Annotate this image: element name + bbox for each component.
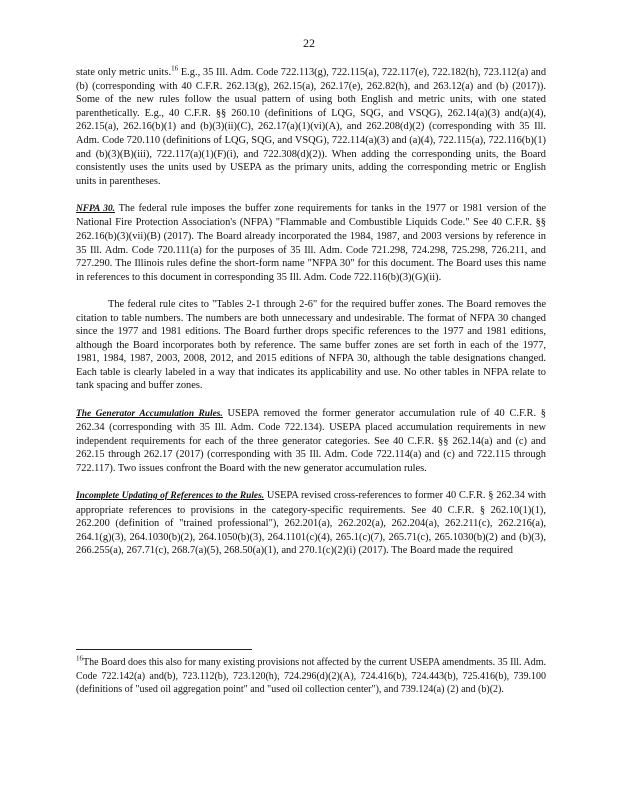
paragraph-generator-accumulation [76,407,546,476]
footnote-divider [76,649,252,650]
footnote-text: The Board does this also for many existing provisions not affected by the current USEPA amendments. 35 Ill. Adm. Code 722.142(a) and(b), 723.112(b), 723.120(h), 724.296(d)(2)(A), 724.416(b), 724.443(b), 725.416(b), 739.100 (definitions of "used oil aggregation point" and "used oil collection center"), and 739.124(a) (2) and (b)(2). [76,657,546,695]
paragraph-text-continued: E.g., 35 Ill. Adm. Code 722.113(g), 722.115(a), 722.117(e), 722.182(h), 723.112(a) and (b) (corresponding with 40 C.F.R. 262.13(g), 262.15(a), 262.17(e), 262.82(h), and 263.12(a) and (b) (2017)). Some of the new rules follow the usual pattern of using both English and metric units, with one stated parenthetically. E.g., 40 C.F.R. §§ 260.10 (definitions of LQG, SQG, and VSQG), 262.14(a)(3) and(a)(4), 262.15(a), 262.16(b)(1) and (b)(3)(ii)(C), 262.17(a)(1)(vi)(A), and 262.208(d)(2) (corresponding with 35 Ill. Adm. Code 720.110 (definitions of LQG, SQG, and VSQG), 722.114(a)(3) and (a)(4), 722.115(a), 722.116(b)(1) and (b)(3)(B)(iii), 722.117(a)(1)(F)(i), and 722.308(d)(2)). When adding the corresponding units, the Board consistently uses the units used by USEPA as the primary units, adding the corresponding metric or English units in parentheses. [76,67,547,187]
paragraph-text: state only metric units. [76,67,172,78]
footnote-reference: 16 [171,64,179,73]
paragraph-text: The federal rule cites to "Tables 2-1 through 2-6" for the required buffer zones. The Board removes the citation to table numbers. The numbers are both unnecessary and undesirable. The format of NFPA 30 changed since the 1977 and 1981 editions. The Board further drops specific references to the 1977 and 1981 editions, although the Board incorporates both by reference. The same buffer zones are set forth in each of the 1977, 1981, 1984, 1987, 2003, 2008, 2012, and 2015 editions of NFPA 30, although the table designations changed. Each table is clearly labeled in a way that indicates its applicability and use. No other tables in NFPA relate to tank spacing and buffer zones. [76,298,546,392]
body-text [76,66,546,572]
paragraph-nfpa-30 [76,202,546,285]
paragraph-metric-units [76,66,546,188]
page-number: 22 [303,36,315,50]
paragraph-buffer-zones [76,298,546,393]
paragraph-heading: Incomplete Updating of References to the Rules. [76,491,265,502]
paragraph-incomplete-updating [76,489,546,558]
paragraph-heading: NFPA 30. [76,203,115,214]
paragraph-text: USEPA removed the former generator accumulation rule of 40 C.F.R. § 262.34 (corresponding with 35 Ill. Adm. Code 722.134). USEPA placed accumulation requirements in new independent requirements for each of the three generator categories. See 40 C.F.R. §§ 262.14(a) and (c) and 262.15 through 262.17 (2017) (corresponding with 35 Ill. Adm. Code 722.114(a) and (c) and 722.115 through 722.117). Two issues confront the Board with the new generator accumulation rules. [76,407,547,474]
footnote-marker: 16 [76,654,83,663]
footnote [76,656,546,697]
paragraph-heading: The Generator Accumulation Rules. [76,408,223,419]
paragraph-text: The federal rule imposes the buffer zone requirements for tanks in the 1977 or 1981 version of the National Fire Protection Association's (NFPA) "Flammable and Combustible Liquids Code." See 40 C.F.R. §§ 262.16(b)(3)(vii)(B) (2017). The Board already incorporated the 1984, 1987, and 2003 versions by reference in 35 Ill. Adm. Code 720.111(a) for the purposes of 35 Ill. Adm. Code 721.298, 724.298, 725.298, 726.211, and 727.290. The Illinois rules define the short-form name "NFPA 30" for this document. The Board uses this name in references to this document in corresponding 35 Ill. Adm. Code 722.116(b)(3)(G)(ii). [76,202,547,283]
paragraph-text: USEPA revised cross-references to former 40 C.F.R. § 262.34 with appropriate references to provisions in the category-specific requirements. See 40 C.F.R. § 262.10(1)(1), 262.200 (definition of "trained professional"), 262.201(a), 262.202(a), 262.204(a), 262.211(c), 262.216(a), 264.1(g)(3), 264.1030(b)(2), 264.1050(b)(3), 264.1101(c)(4), 265.1(c)(7), 265.71(c), 265.1030(b)(2) and (b)(3), 266.255(a), 267.71(c), 268.7(a)(5), 268.50(a)(1), and 270.1(c)(2)(i) (2017). The Board made the required [76,490,546,557]
